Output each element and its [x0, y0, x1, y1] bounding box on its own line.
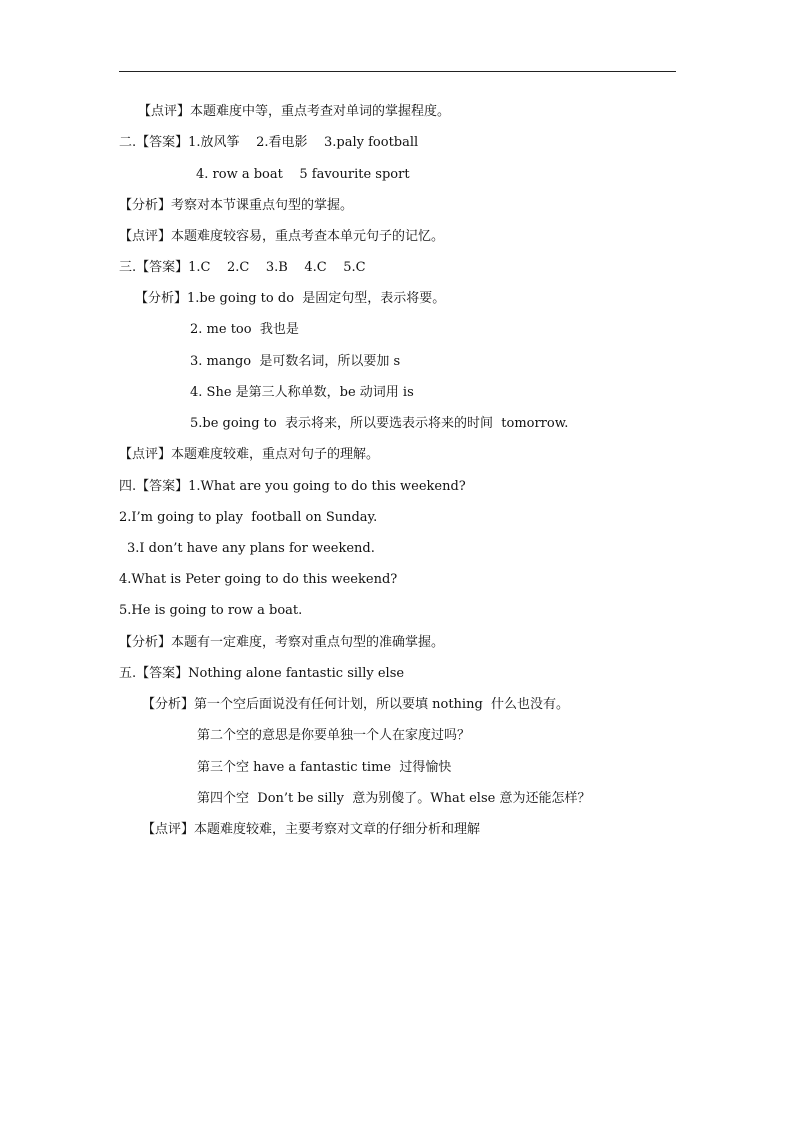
comment-1-line: 【点评】本题难度中等，重点考查对单词的掌握程度。 — [138, 104, 451, 119]
answer-4-line-4: 4.What is Peter going to do this weekend? — [119, 572, 398, 587]
analysis-4-line: 【分析】本题有一定难度，考察对重点句型的准确掌握。 — [119, 635, 445, 650]
answer-4-line-1: 四.【答案】1.What are you going to do this weekend? — [119, 479, 466, 494]
answer-5-line: 五.【答案】Nothing alone fantastic silly else — [119, 666, 405, 681]
analysis-3-line-5: 5.be going to 表示将来，所以要选表示将来的时间 tomorrow. — [190, 416, 569, 431]
comment-2-line: 【点评】本题难度较容易，重点考查本单元句子的记忆。 — [119, 229, 445, 244]
analysis-3-line-4: 4. She 是第三人称单数，be 动词用 is — [190, 385, 414, 400]
analysis-5-line-2: 第二个空的意思是你要单独一个人在家度过吗？ — [197, 728, 471, 743]
comment-3-line: 【点评】本题难度较难，重点对句子的理解。 — [119, 447, 380, 462]
comment-5-line: 【点评】本题难度较难，主要考察对文章的仔细分析和理解 — [142, 822, 481, 837]
answer-2-line: 二.【答案】1.放风筝 2.看电影 3.paly football — [119, 135, 419, 150]
analysis-5-line-3: 第三个空 have a fantastic time 过得愉快 — [197, 760, 452, 775]
analysis-3-line-3: 3. mango 是可数名词，所以要加 s — [190, 354, 401, 369]
answer-4-line-2: 2.I’m going to play football on Sunday. — [119, 510, 378, 525]
answer-3-line: 三.【答案】1.C 2.C 3.B 4.C 5.C — [119, 260, 366, 275]
answer-2-continuation-line: 4. row a boat 5 favourite sport — [196, 167, 410, 182]
answer-4-line-3: 3.I don’t have any plans for weekend. — [127, 541, 375, 556]
analysis-2-line: 【分析】考察对本节课重点句型的掌握。 — [119, 198, 354, 213]
analysis-3-line-2: 2. me too 我也是 — [190, 322, 299, 337]
analysis-5-line-4: 第四个空 Don’t be silly 意为别傻了。What else 意为还能怎样？ — [197, 791, 591, 806]
answer-4-line-5: 5.He is going to row a boat. — [119, 603, 303, 618]
header-rule — [119, 71, 676, 72]
analysis-5-line-1: 【分析】第一个空后面说没有任何计划，所以要填 nothing 什么也没有。 — [142, 697, 570, 712]
analysis-3-line-1: 【分析】1.be going to do 是固定句型，表示将要。 — [135, 291, 446, 306]
